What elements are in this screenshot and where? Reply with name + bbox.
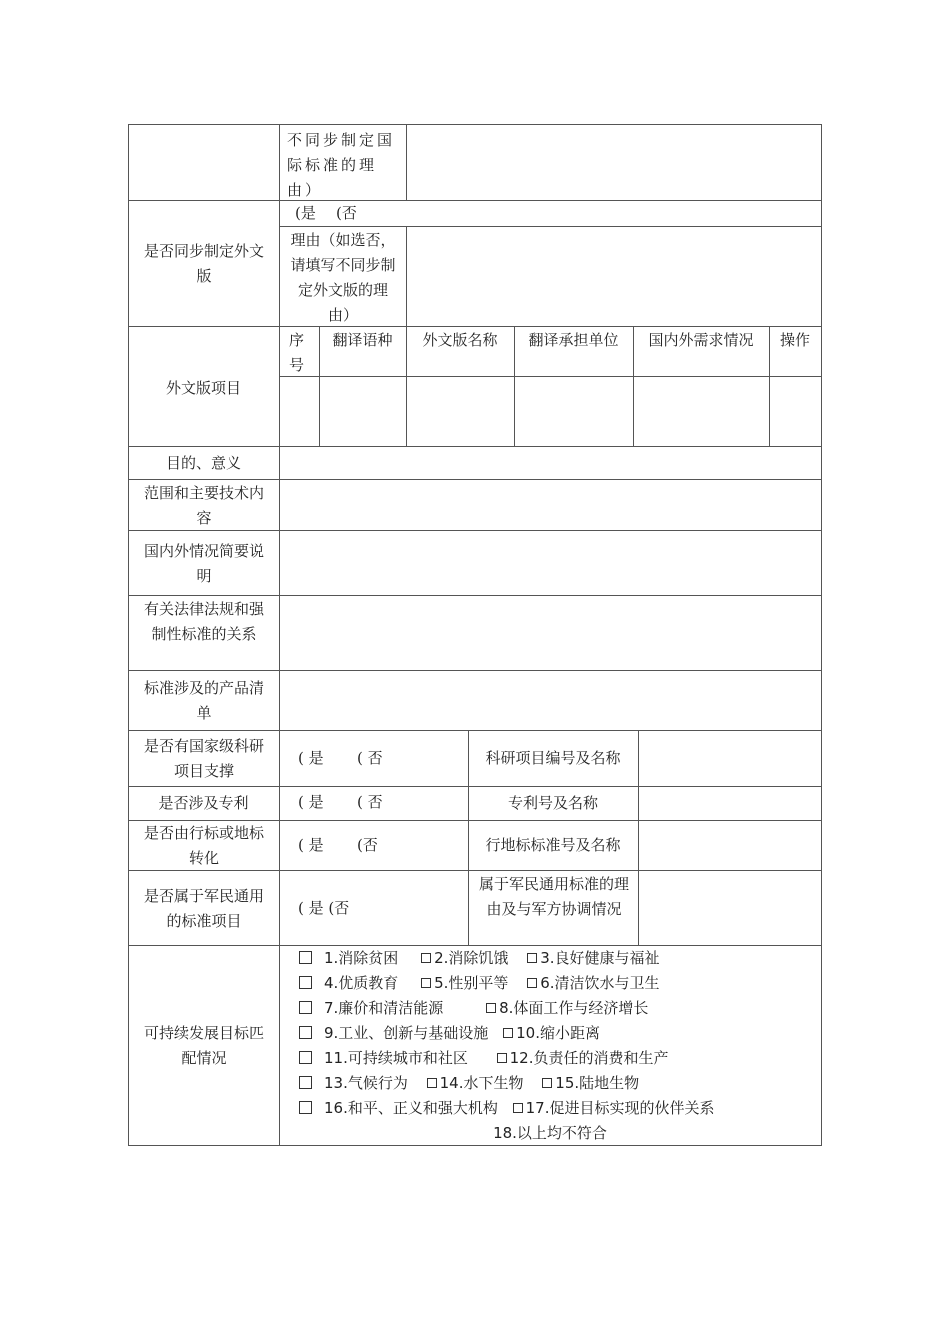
patent-field-label: 专利号及名称 (507, 794, 598, 812)
research-yes-option[interactable]: ( 是 (298, 749, 324, 767)
conversion-no-option[interactable]: (否 (357, 836, 378, 854)
border-line (128, 446, 822, 447)
checkbox-icon[interactable] (299, 976, 312, 989)
sdg-goal-10: 10.缩小距离 (516, 1024, 600, 1042)
checkbox-icon[interactable] (497, 1053, 507, 1063)
checkbox-icon[interactable] (527, 953, 537, 963)
sdg-goal-17: 17.促进目标实现的伙伴关系 (525, 1099, 715, 1117)
column-header-language: 翻译语种 (332, 331, 393, 349)
sdg-line-1 (299, 946, 660, 971)
border-line (128, 730, 822, 731)
sdg-goal-18: 18.以上均不符合 (493, 1124, 607, 1142)
sdg-goal-15: 15.陆地生物 (555, 1074, 640, 1092)
sdg-line-5 (299, 1046, 669, 1071)
checkbox-icon[interactable] (486, 1003, 496, 1013)
column-header-translator: 翻译承担单位 (528, 331, 619, 349)
border-line (128, 124, 129, 1146)
checkbox-icon[interactable] (299, 951, 312, 964)
sdg-goal-1: 1.消除贫困 (324, 949, 399, 967)
foreign-version-no-option[interactable]: (否 (336, 204, 357, 222)
border-line (638, 730, 639, 946)
patent-yes-option[interactable]: ( 是 (298, 793, 324, 811)
border-line (128, 786, 822, 787)
foreign-version-label: 是否同步制定外文版 (143, 242, 264, 285)
checkbox-icon[interactable] (427, 1078, 437, 1088)
research-label: 是否有国家级科研项目支撑 (143, 737, 264, 780)
sdg-line-6 (299, 1071, 639, 1096)
sdg-line-3 (299, 996, 648, 1021)
sdg-goal-7: 7.廉价和清洁能源 (324, 999, 444, 1017)
sdg-goal-2: 2.消除饥饿 (434, 949, 509, 967)
sdg-goal-8: 8.体面工作与经济增长 (499, 999, 649, 1017)
sdg-goal-9: 9.工业、创新与基础设施 (324, 1024, 489, 1042)
sync-intl-reason-label: 不同步制定国际标准的理由） (287, 131, 396, 199)
checkbox-icon[interactable] (503, 1028, 513, 1038)
laws-label: 有关法律法规和强制性标准的关系 (143, 600, 264, 643)
border-line (279, 124, 280, 1146)
sdg-label: 可持续发展目标匹配情况 (143, 1024, 264, 1067)
sdg-goal-13: 13.气候行为 (324, 1074, 408, 1092)
border-line (279, 376, 822, 377)
sdg-goal-4: 4.优质教育 (324, 974, 399, 992)
research-field-label: 科研项目编号及名称 (485, 749, 621, 767)
purpose-label: 目的、意义 (165, 454, 241, 472)
border-line (279, 226, 822, 227)
border-line (821, 124, 822, 1146)
checkbox-icon[interactable] (299, 1026, 312, 1039)
column-header-operation: 操作 (779, 331, 810, 349)
border-line (406, 226, 407, 327)
patent-no-option[interactable]: ( 否 (357, 793, 383, 811)
border-line (406, 124, 407, 201)
sdg-line-4 (299, 1021, 600, 1046)
checkbox-icon[interactable] (513, 1103, 523, 1113)
research-no-option[interactable]: ( 否 (357, 749, 383, 767)
sdg-goal-16: 16.和平、正义和强大机构 (324, 1099, 498, 1117)
checkbox-icon[interactable] (299, 1001, 312, 1014)
checkbox-icon[interactable] (542, 1078, 552, 1088)
scope-label: 范围和主要技术内容 (143, 484, 264, 527)
sdg-goal-5: 5.性别平等 (434, 974, 509, 992)
border-line (128, 326, 822, 327)
column-header-demand: 国内外需求情况 (648, 331, 754, 349)
border-line (128, 479, 822, 480)
foreign-version-reason-label: 理由（如选否，请填写不同步制定外文版的理由） (290, 231, 396, 324)
conversion-label: 是否由行标或地标转化 (143, 824, 264, 867)
border-line (128, 670, 822, 671)
checkbox-icon[interactable] (299, 1051, 312, 1064)
conversion-yes-option[interactable]: ( 是 (298, 836, 324, 854)
military-label: 是否属于军民通用的标准项目 (143, 887, 264, 930)
foreign-version-yes-option[interactable]: (是 (295, 204, 316, 222)
patent-label: 是否涉及专利 (158, 794, 249, 812)
checkbox-icon[interactable] (527, 978, 537, 988)
column-header-name: 外文版名称 (422, 331, 498, 349)
conversion-field-label: 行地标标准号及名称 (485, 836, 621, 854)
checkbox-icon[interactable] (299, 1101, 312, 1114)
military-field-label: 属于军民通用标准的理由及与军方协调情况 (478, 875, 629, 918)
column-header-index: 序号 (289, 331, 305, 374)
military-yes-no-options[interactable]: ( 是 (否 (298, 899, 350, 917)
sdg-goal-3: 3.良好健康与福祉 (540, 949, 660, 967)
sdg-line-7 (299, 1096, 715, 1121)
sdg-goal-14: 14.水下生物 (439, 1074, 524, 1092)
sdg-goal-6: 6.清洁饮水与卫生 (540, 974, 660, 992)
checkbox-icon[interactable] (421, 978, 431, 988)
sdg-line-2 (299, 971, 660, 996)
checkbox-icon[interactable] (299, 1076, 312, 1089)
products-label: 标准涉及的产品清单 (143, 679, 264, 722)
checkbox-icon[interactable] (421, 953, 431, 963)
foreign-items-label: 外文版项目 (165, 379, 241, 397)
sdg-goal-12: 12.负责任的消费和生产 (509, 1049, 669, 1067)
sdg-goal-11: 11.可持续城市和社区 (324, 1049, 468, 1067)
border-line (128, 595, 822, 596)
border-line (128, 200, 822, 201)
situation-label: 国内外情况简要说明 (143, 542, 264, 585)
border-line (128, 124, 822, 125)
